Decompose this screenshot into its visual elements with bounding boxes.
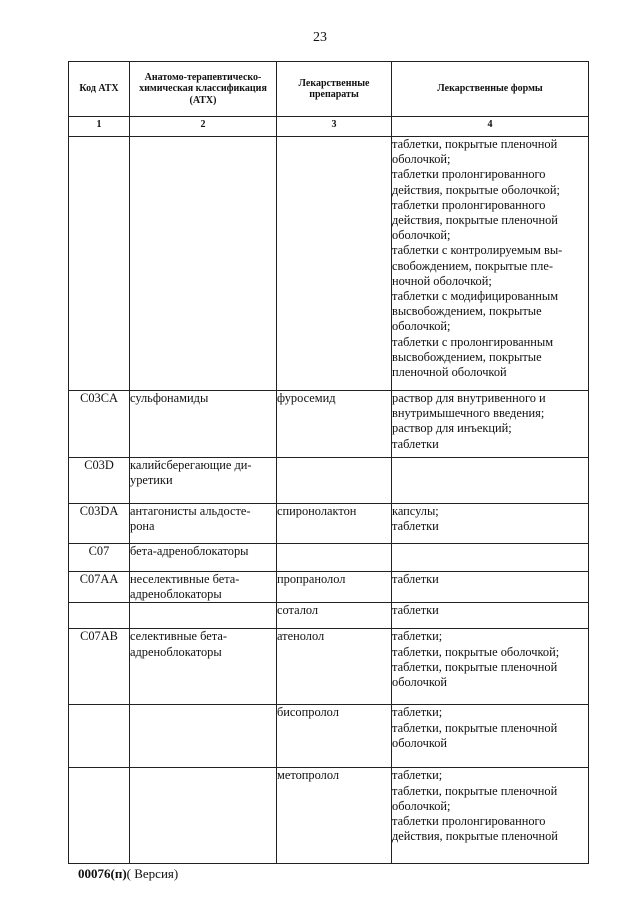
table-row xyxy=(69,391,589,458)
cell-line: оболочкой xyxy=(392,735,448,750)
classification-cell xyxy=(130,603,277,629)
cell-line: таблетки с контролируемым вы- xyxy=(392,243,563,258)
cell-line: таблетки, покрытые пленочной xyxy=(392,783,558,798)
column-number: 2 xyxy=(130,117,277,137)
cell-line: таблетки; xyxy=(392,629,443,644)
forms-cell xyxy=(392,544,589,572)
drug-cell: пропранолол xyxy=(277,572,392,603)
drug-cell: спиронолактон xyxy=(277,504,392,544)
cell-line: таблетки, покрытые оболочкой; xyxy=(392,644,560,659)
header-code: Код АТХ xyxy=(69,62,130,117)
drug-cell: атенолол xyxy=(277,629,392,705)
atx-code-cell xyxy=(69,768,130,864)
cell-line: оболочкой; xyxy=(392,152,451,167)
cell-line: ночной оболочкой; xyxy=(392,273,492,288)
header-drugs: Лекарственные препараты xyxy=(277,62,392,117)
document-footer xyxy=(78,866,178,882)
cell-line: действия, покрытые оболочкой; xyxy=(392,182,560,197)
cell-line: капсулы; xyxy=(392,504,439,518)
forms-cell xyxy=(392,504,589,544)
cell-line: таблетки; xyxy=(392,705,443,720)
classification-cell xyxy=(130,705,277,768)
drug-cell: фуросемид xyxy=(277,391,392,458)
drug-cell: метопролол xyxy=(277,768,392,864)
atx-code-cell xyxy=(69,705,130,768)
classification-cell xyxy=(130,629,277,705)
cell-line: оболочкой; xyxy=(392,798,451,813)
cell-line: высвобождением, покрытые xyxy=(392,304,542,319)
cell-line: сульфонамиды xyxy=(130,391,209,405)
page-number: 23 xyxy=(313,30,327,45)
forms-cell xyxy=(392,603,589,629)
atx-code-cell: C07AB xyxy=(69,629,130,705)
column-number-row xyxy=(69,117,589,137)
table-row xyxy=(69,768,589,864)
header-forms: Лекарственные формы xyxy=(392,62,589,117)
cell-line: таблетки xyxy=(392,519,439,534)
cell-line: действия, покрытые пленочной xyxy=(392,213,558,228)
atx-code-cell xyxy=(69,137,130,391)
drug-cell xyxy=(277,544,392,572)
table-row xyxy=(69,603,589,629)
drug-cell xyxy=(277,458,392,504)
cell-line: таблетки пролонгированного xyxy=(392,814,546,829)
cell-line: таблетки пролонгированного xyxy=(392,197,546,212)
cell-line: действия, покрытые пленочной xyxy=(392,829,558,844)
atx-code-cell: C07AA xyxy=(69,572,130,603)
footer-suffix: ( Версия) xyxy=(126,866,179,881)
atx-code-cell xyxy=(69,603,130,629)
classification-cell xyxy=(130,137,277,391)
cell-line: адреноблокаторы xyxy=(130,644,222,659)
cell-line: таблетки, покрытые пленочной xyxy=(392,720,558,735)
header-classification: Анатомо-терапевтическо-химическая классификация (АТХ) xyxy=(130,62,277,117)
atx-code-cell: C03D xyxy=(69,458,130,504)
table-row xyxy=(69,458,589,504)
classification-cell xyxy=(130,504,277,544)
forms-cell xyxy=(392,137,589,391)
table-row xyxy=(69,629,589,705)
cell-line: селективные бета- xyxy=(130,629,227,644)
column-number: 4 xyxy=(392,117,589,137)
header-row xyxy=(69,62,589,117)
cell-line: неселективные бета- xyxy=(130,572,240,586)
cell-line: таблетки xyxy=(392,572,439,586)
cell-line: оболочкой; xyxy=(392,319,451,334)
forms-cell xyxy=(392,705,589,768)
table-row xyxy=(69,572,589,603)
table-body xyxy=(69,137,589,864)
table-row xyxy=(69,504,589,544)
classification-cell xyxy=(130,544,277,572)
forms-cell xyxy=(392,391,589,458)
column-number: 1 xyxy=(69,117,130,137)
cell-line: рона xyxy=(130,519,155,534)
forms-cell xyxy=(392,768,589,864)
atx-code-cell: C03CA xyxy=(69,391,130,458)
cell-line: антагонисты альдосте- xyxy=(130,504,251,518)
classification-cell xyxy=(130,572,277,603)
cell-line: таблетки xyxy=(392,603,439,618)
cell-line: таблетки; xyxy=(392,768,443,783)
cell-line: оболочкой; xyxy=(392,228,451,243)
classification-cell xyxy=(130,458,277,504)
footer-code: 00076(п) xyxy=(78,866,127,881)
table-row xyxy=(69,544,589,572)
table-row xyxy=(69,137,589,391)
drug-cell: соталол xyxy=(277,603,392,629)
cell-line: раствор для инъекций; xyxy=(392,421,512,436)
cell-line: таблетки, покрытые пленочной xyxy=(392,659,558,674)
table-row xyxy=(69,705,589,768)
forms-cell xyxy=(392,572,589,603)
cell-line: калийсберегающие ди- xyxy=(130,458,252,472)
classification-cell xyxy=(130,391,277,458)
cell-line: раствор для внутривенного и xyxy=(392,391,546,405)
classification-cell xyxy=(130,768,277,864)
cell-line: высвобождением, покрытые xyxy=(392,349,542,364)
cell-line: таблетки с пролонгированным xyxy=(392,334,554,349)
cell-line: внутримышечного введения; xyxy=(392,406,545,421)
atx-table xyxy=(68,61,589,864)
cell-line: таблетки пролонгированного xyxy=(392,167,546,182)
cell-line: адреноблокаторы xyxy=(130,587,222,602)
drug-cell xyxy=(277,137,392,391)
cell-line: уретики xyxy=(130,473,173,488)
cell-line: таблетки, покрытые пленочной xyxy=(392,137,558,151)
cell-line: свобождением, покрытые пле- xyxy=(392,258,553,273)
cell-line: оболочкой xyxy=(392,675,448,690)
atx-code-cell: C03DA xyxy=(69,504,130,544)
cell-line: пленочной оболочкой xyxy=(392,365,507,380)
drug-cell: бисопролол xyxy=(277,705,392,768)
forms-cell xyxy=(392,629,589,705)
column-number: 3 xyxy=(277,117,392,137)
cell-line: таблетки xyxy=(392,436,439,451)
cell-line: таблетки с модифицированным xyxy=(392,289,559,304)
forms-cell xyxy=(392,458,589,504)
cell-line: бета-адреноблокаторы xyxy=(130,544,249,558)
atx-code-cell: C07 xyxy=(69,544,130,572)
